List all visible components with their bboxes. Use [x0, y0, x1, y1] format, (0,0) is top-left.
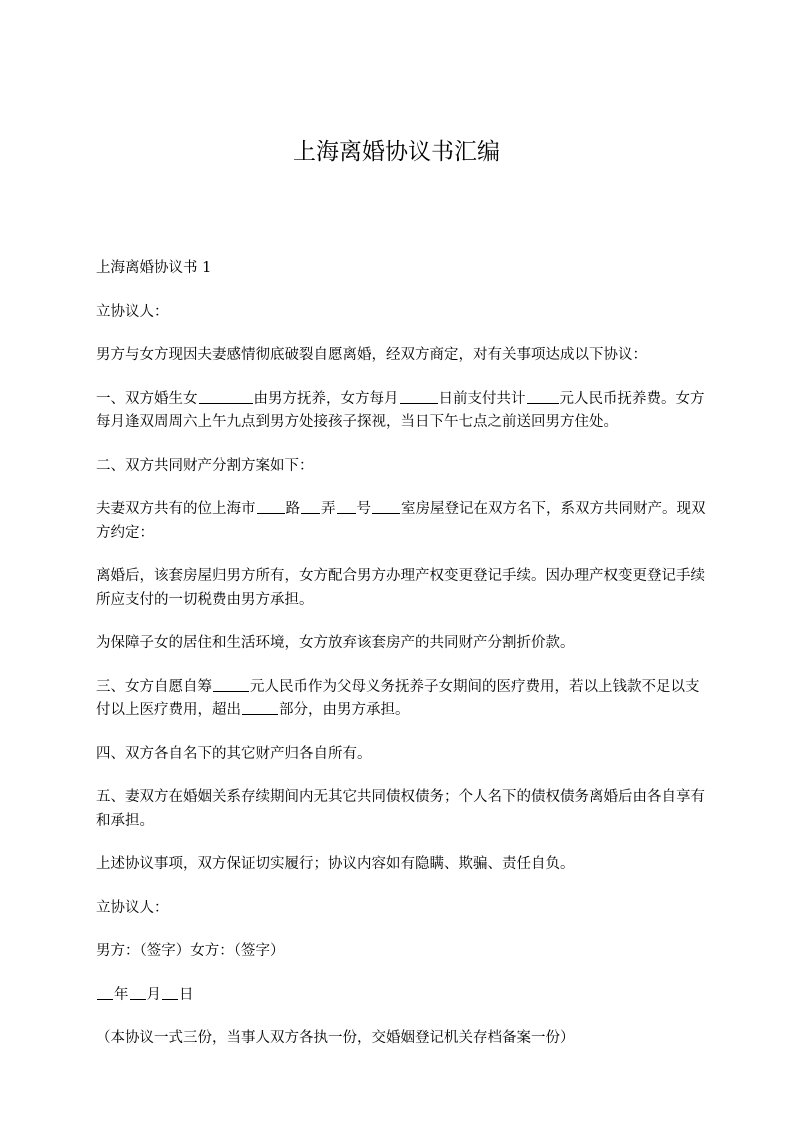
signature-line: 男方：（签字）女方：（签字）	[96, 943, 285, 959]
property-text-e: 室房屋登记在双方名下，系双方共同财产。现双方约定：	[96, 501, 706, 541]
intro-paragraph: 男方与女方现因夫妻感情彻底破裂自愿离婚，经双方商定，对有关事项达成以下协议：	[96, 347, 647, 363]
clause-4-paragraph: 四、双方各自名下的其它财产归各自所有。	[96, 745, 372, 762]
date-month-label: 月	[146, 986, 161, 1003]
blank-month	[130, 985, 146, 1000]
blank-lane	[301, 499, 320, 514]
date-year-label: 年	[114, 986, 129, 1003]
blank-number	[337, 499, 356, 514]
copies-note: （本协议一式三份，当事人双方各执一份，交婚姻登记机关存档备案一份）	[96, 1030, 575, 1046]
blank-room	[372, 499, 400, 514]
property-address-paragraph	[96, 498, 706, 545]
section-heading: 上海离婚协议书 1	[96, 260, 212, 276]
clause-3-text-a: 三、女方自愿自筹	[96, 678, 212, 695]
blank-support-amount	[527, 389, 559, 404]
property-text-a: 夫妻双方共有的位上海市	[96, 501, 256, 517]
date-line	[96, 984, 706, 1008]
clause-3-medical	[96, 676, 706, 723]
blank-road	[257, 499, 285, 514]
clause-1-child-support	[96, 388, 706, 435]
signatories-label: 立协议人：	[96, 899, 169, 916]
clause-1-text-c: 日前支付共计	[438, 390, 526, 407]
blank-year	[97, 985, 113, 1000]
blank-day	[162, 985, 178, 1000]
property-waiver-paragraph: 为保障子女的居住和生活环境，女方放弃该套房产的共同财产分割折价款。	[96, 635, 575, 651]
guarantee-paragraph: 上述协议事项，双方保证切实履行；协议内容如有隐瞒、欺骗、责任自负。	[96, 856, 575, 872]
date-day-label: 日	[179, 986, 194, 1003]
blank-pay-day	[400, 389, 438, 404]
clause-2-heading: 二、双方共同财产分割方案如下：	[96, 457, 314, 474]
clause-1-text-a: 一、双方婚生女	[96, 390, 198, 407]
document-title: 上海离婚协议书汇编	[293, 139, 500, 165]
document-body	[96, 257, 706, 1071]
blank-excess-amount	[242, 700, 278, 715]
clause-5-paragraph: 五、妻双方在婚姻关系存续期间内无其它共同债权债务；个人名下的债权债务离婚后由各自享有和承担。	[96, 789, 705, 829]
parties-label: 立协议人：	[96, 303, 169, 320]
blank-medical-amount	[213, 677, 249, 692]
clause-1-text-b: 由男方抚养，女方每月	[253, 390, 399, 407]
blank-child-name	[199, 389, 253, 404]
property-text-c: 弄	[321, 501, 336, 517]
clause-3-text-b: 元人民币作为父母义务抚养子女期间的医疗费用，若以上钱款不足以支付以上医疗费用，超出	[96, 678, 700, 718]
clause-1-text-d: 元人民币抚养费。女方每月逢双周周六上午九点到男方处接孩子探视，当日下午七点之前送回男方住处。	[96, 390, 705, 430]
property-text-d: 号	[356, 501, 371, 517]
clause-3-text-c: 部分，由男方承担。	[279, 702, 410, 718]
property-text-b: 路	[285, 501, 300, 517]
property-transfer-paragraph: 离婚后，该套房屋归男方所有，女方配合男方办理产权变更登记手续。因办理产权变更登记手续所应支付的一切税费由男方承担。	[96, 568, 705, 608]
